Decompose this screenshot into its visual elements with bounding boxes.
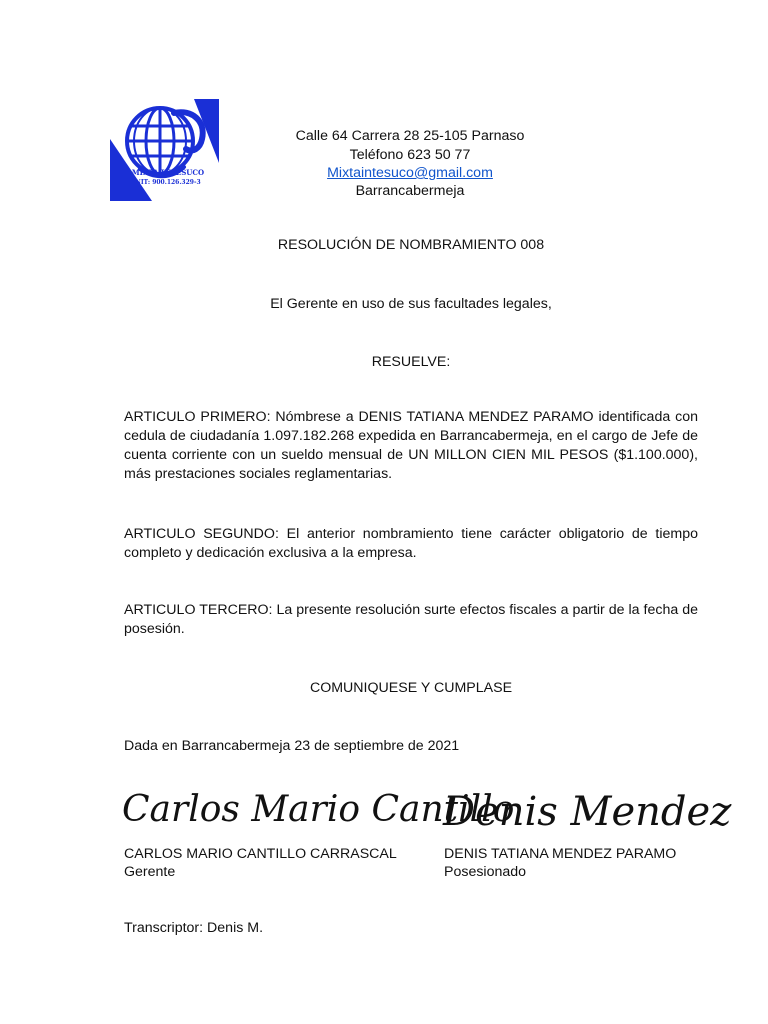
email-line (220, 164, 600, 183)
signatory-name-1: CARLOS MARIO CANTILLO CARRASCAL (124, 846, 397, 862)
resolve-heading: RESUELVE: (371, 354, 451, 370)
city: Barrancabermeja (355, 183, 465, 199)
date-line: Dada en Barrancabermeja 23 de septiembre de 2021 (124, 738, 460, 754)
phone: Teléfono 623 50 77 (349, 147, 471, 163)
closing: COMUNIQUESE Y CUMPLASE (309, 680, 513, 696)
article-third: ARTICULO TERCERO: La presente resolución surte efectos fiscales a partir de la fecha de posesión. (124, 602, 698, 637)
signatory-role-1: Gerente (124, 864, 176, 880)
transcriptor: Transcriptor: Denis M. (124, 920, 264, 936)
signature-denis: Denis Mendez (443, 789, 732, 835)
article-first: ARTICULO PRIMERO: Nómbrese a DENIS TATIANA MENDEZ PARAMO identificada con cedula de ciudadanía 1.097.182.268 expedida en Barrancabermeja, en el cargo de Jefe de cuenta corriente con un sueldo mensual de UN MILLON CIEN MIL PESOS ($1.100.000), más prestaciones sociales reglamentarias. (124, 409, 698, 482)
signatory-name-2: DENIS TATIANA MENDEZ PARAMO (444, 846, 677, 862)
signature-carlos: Carlos Mario Cantillo (122, 789, 515, 830)
company-logo (110, 99, 219, 201)
preamble: El Gerente en uso de sus facultades legales, (270, 296, 552, 312)
email-link[interactable]: Mixtaintesuco@gmail.com (327, 165, 493, 181)
logo-nit: NIT: 900.126.329-3 (135, 179, 201, 186)
logo-company-name: MIXTA INTESUCO (131, 168, 205, 177)
signatory-role-2: Posesionado (444, 864, 527, 880)
document-title: RESOLUCIÓN DE NOMBRAMIENTO 008 (277, 237, 545, 253)
article-second: ARTICULO SEGUNDO: El anterior nombramiento tiene carácter obligatorio de tiempo completo y dedicación exclusiva a la empresa. (124, 526, 698, 561)
address: Calle 64 Carrera 28 25-105 Parnaso (295, 128, 525, 144)
